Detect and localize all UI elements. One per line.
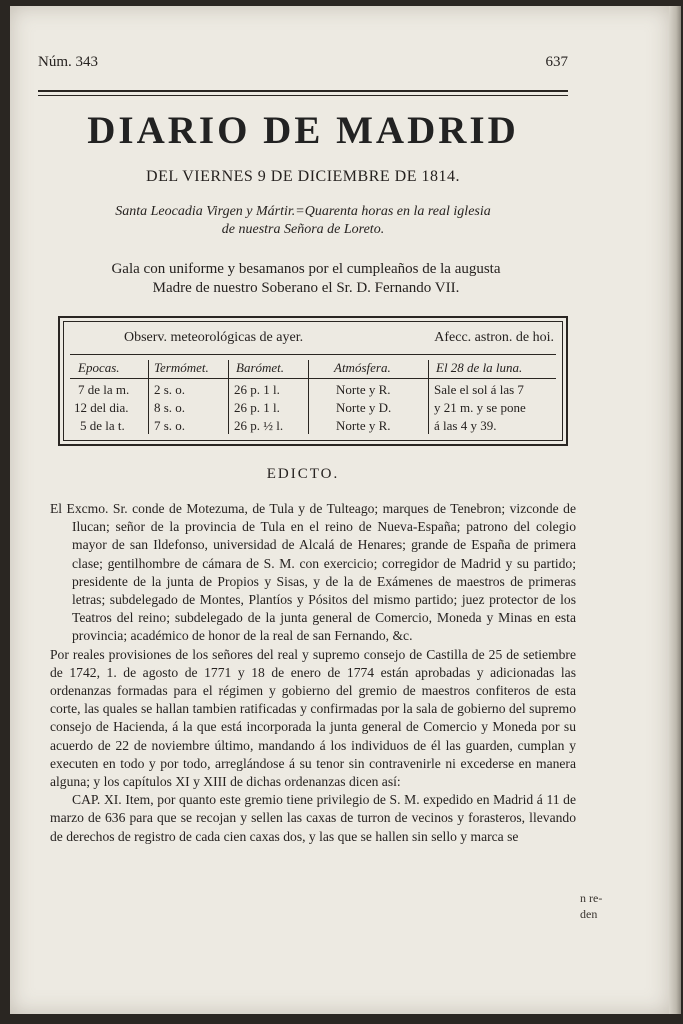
col-astro: El 28 de la luna. [436,360,523,375]
row3-epoca: 5 de la t. [80,418,125,433]
row2-baro: 26 p. 1 l. [234,400,280,415]
row1-epoca: 7 de la m. [78,382,130,397]
col-epocas: Epocas. [78,360,120,375]
meteorological-table [58,316,568,446]
edicto-body [50,500,576,846]
astro-line-3: á las 4 y 39. [434,418,497,433]
page-number: 637 [545,54,568,70]
edicto-title: EDICTO. [266,466,340,482]
header-row [38,54,568,74]
gala-notice [56,260,556,298]
row3-baro: 26 p. ½ l. [234,418,284,433]
saint-line [38,203,568,239]
row2-epoca: 12 del dia. [74,400,129,415]
col-atmosfera: Atmósfera. [334,360,391,375]
row1-atmos: Norte y R. [336,382,391,397]
edicto-paragraph-3: CAP. XI. Item, por quanto este gremio tiene privilegio de S. M. expedido en Madrid á 11 de marzo de 636 para que se recojan y sellen las caxas de turron de vecinos y forasteros, llevando de derechos de registro de cada cien caxas dos, y las que se hallen sin sello y marca se [50,792,576,844]
gala-line-2: Madre de nuestro Soberano el Sr. D. Fernando VII. [152,280,460,296]
issue-number: Núm. 343 [38,54,98,70]
column-divider [148,360,149,434]
meteo-header-rule [70,378,556,379]
header-rule [38,90,568,96]
column-divider [428,360,429,434]
page-edge [669,6,681,1014]
masthead-title: DIARIO DE MADRID [87,109,519,152]
margin-catchword: n re- den [580,891,603,921]
gala-line-1: Gala con uniforme y besamanos por el cumpleaños de la augusta [111,261,501,277]
row2-termo: 8 s. o. [154,400,186,415]
edicto-paragraph-1: El Excmo. Sr. conde de Motezuma, de Tula y de Tulteago; marques de Tenebron; vizconde de Ilucan; señor de la provincia de Tula en el reino de Nueva-España; patrono del colegio mayor de san Ildefonso, universidad de Alcalá de Henares; grande de España de primera clase; gentilhombre de cámara de S. M. con exercicio; corregidor de Madrid y su partido; presidente de la junta de Propios y Sisas, y de la de Exámenes de maestros de primeras letras; subdelegado de Montes, Plantíos y Pósitos del mismo partido; juez protector de los Teatros del reino; subdelegado de la junta general de Comercio, Moneda y Minas en esta provincia; académico de honor de la real de san Fernando, &c. [50,501,576,644]
astro-line-1: Sale el sol á las 7 [434,382,524,397]
meteo-title-left: Observ. meteorológicas de ayer. [124,330,304,345]
row1-termo: 2 s. o. [154,382,186,397]
date-line: DEL VIERNES 9 DE DICIEMBRE DE 1814. [146,168,460,185]
row2-atmos: Norte y D. [336,400,392,415]
column-divider [228,360,229,434]
row1-baro: 26 p. 1 l. [234,382,280,397]
meteo-inner-border [63,321,563,441]
col-barometro: Barómet. [236,360,285,375]
edicto-paragraph-2: Por reales provisiones de los señores del real y supremo consejo de Castilla de 25 de setiembre de 1742, 1. de agosto de 1771 y 18 de enero de 1774 están aprobadas y adicionadas las ordenanzas formadas para el régimen y gobierno del gremio de maestros confiteros de esta corte, las quales se hallan tambien ratificadas y confirmadas por la sala de gobierno del supremo consejo de Hacienda, á la que está incorporada la junta general de Comercio y Moneda por su acuerdo de 22 de noviembre último, mandando á los individuos de él las guarden, cumplan y executen en todo y por todo, arreglándose á su tenor sin contravenirle ni excederse en manera alguna; y los capítulos XI y XIII de dichas ordenanzas dicen así: [50,646,576,790]
saint-line-2: de nuestra Señora de Loreto. [221,222,385,237]
meteo-top-rule [70,354,556,355]
column-divider [308,360,309,434]
row3-termo: 7 s. o. [154,418,186,433]
astro-line-2: y 21 m. y se pone [434,400,526,415]
meteo-title-right: Afecc. astron. de hoi. [434,330,554,345]
row3-atmos: Norte y R. [336,418,391,433]
col-termometro: Termómet. [154,360,209,375]
saint-line-1: Santa Leocadia Virgen y Mártir.=Quarenta horas en la real iglesia [115,204,491,219]
